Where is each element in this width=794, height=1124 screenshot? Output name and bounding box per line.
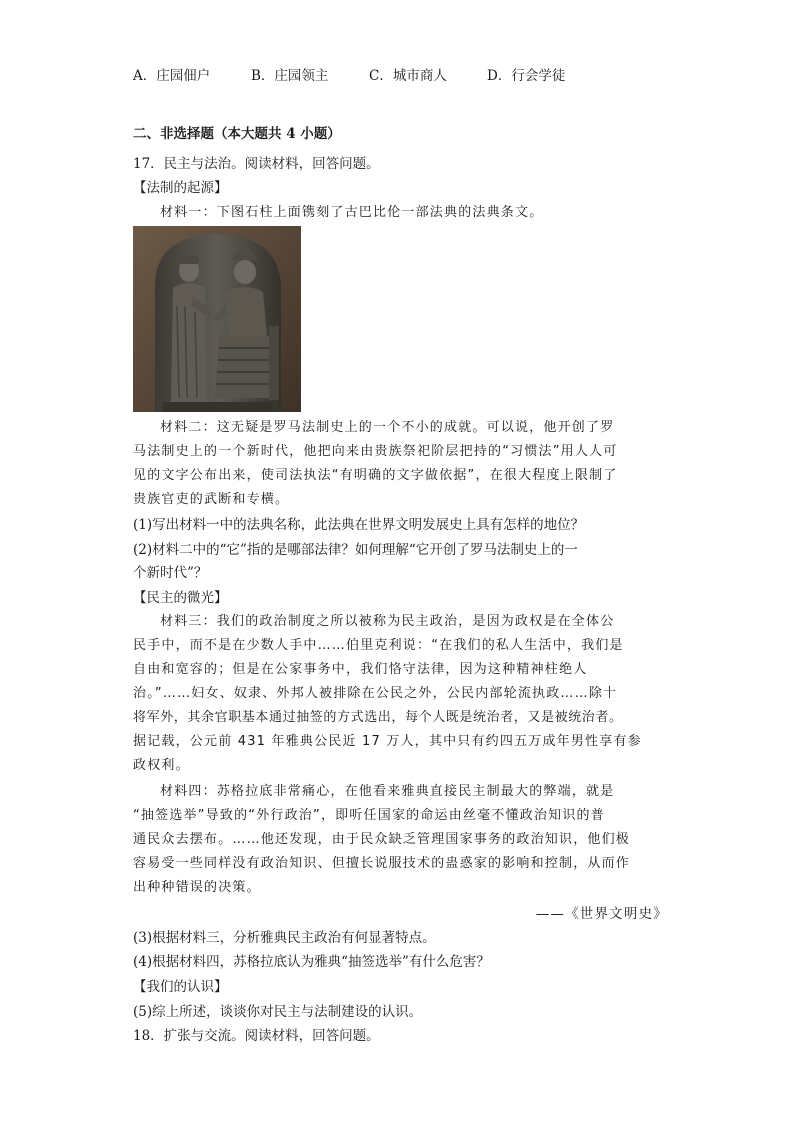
question-17-5: (5)综上所述，谈谈你对民主与法制建设的认识。 [133, 1004, 423, 1020]
material-3-line-2: 民手中，而不是在少数人手中……伯里克利说：“在我们的私人生活中，我们是 [133, 638, 624, 653]
material-4-line-3: 通民众去摆布。……他还发现，由于民众缺乏管理国家事务的政治知识，他们极 [133, 832, 631, 847]
answer-options [133, 66, 565, 86]
material-3-line-7: 政权利。 [133, 758, 190, 773]
material-3-line-6: 据记载，公元前 431 年雅典公民近 17 万人，其中只有约四五万成年男性享有参 [133, 734, 642, 749]
material-4-line-4: 容易受一些同样没有政治知识、但擅长说服技术的蛊惑家的影响和控制，从而作 [133, 856, 631, 871]
material-3-line-5: 将军外，其余官职基本通过抽签的方式选出，每个人既是统治者，又是被统治者。 [133, 710, 623, 725]
option-a: A．庄园佃户 [133, 68, 211, 84]
material-3-line-3: 自由和宽容的；但是在公家事务中，我们恪守法律，因为这种精神柱绝人 [133, 662, 588, 677]
option-d: D．行会学徒 [487, 68, 566, 84]
material-4-line-1: 材料四：苏格拉底非常痛心，在他看来雅典直接民主制最大的弊端，就是 [160, 784, 615, 799]
heading-democracy: 【民主的微光】 [133, 590, 228, 606]
material-4-line-2: “抽签选举”导致的“外行政治”，即听任国家的命运由丝毫不懂政治知识的普 [133, 808, 605, 823]
heading-our-understanding: 【我们的认识】 [133, 979, 228, 995]
material-3-line-4: 治。”……妇女、奴隶、外邦人被排除在公民之外，公民内部轮流执政……除十 [133, 686, 618, 701]
hammurabi-stele-image [133, 226, 301, 412]
option-b: B．庄园领主 [251, 68, 329, 84]
material-1: 材料一：下图石柱上面镌刻了古巴比伦一部法典的法典条文。 [160, 205, 544, 220]
material-3-line-1: 材料三：我们的政治制度之所以被称为民主政治，是因为政权是在全体公 [160, 614, 615, 629]
option-c: C．城市商人 [369, 68, 447, 84]
question-17-3: (3)根据材料三，分析雅典民主政治有何显著特点。 [133, 930, 436, 946]
question-17-4: (4)根据材料四，苏格拉底认为雅典“抽签选举”有什么危害？ [133, 954, 490, 970]
question-17-1: (1)写出材料一中的法典名称，此法典在世界文明发展史上具有怎样的地位？ [133, 517, 585, 533]
material-2-line-2: 马法制史上的一个新时代，他把向来由贵族祭祀阶层把持的“习惯法”用人人可 [133, 444, 618, 459]
material-2-line-4: 贵族官吏的武断和专横。 [133, 492, 290, 507]
heading-origin-of-law: 【法制的起源】 [133, 180, 228, 196]
material-4-line-5: 出种种错误的决策。 [133, 880, 261, 895]
source-citation: ——《世界文明史》 [535, 906, 668, 922]
question-17-2-line-2: 个新时代”？ [133, 565, 208, 581]
material-2-line-1: 材料二：这无疑是罗马法制史上的一个不小的成就。可以说，他开创了罗 [160, 420, 615, 435]
question-17-stem: 17．民主与法治。阅读材料，回答问题。 [133, 156, 380, 172]
question-18-stem: 18．扩张与交流。阅读材料，回答问题。 [133, 1028, 380, 1044]
section-title: 二、非选择题（本大题共 4 小题） [133, 126, 341, 142]
question-17-2-line-1: (2)材料二中的“它”指的是哪部法律？如何理解“它开创了罗马法制史上的一 [133, 542, 578, 558]
material-2-line-3: 见的文字公布出来，使司法执法“有明确的文字做依据”，在很大程度上限制了 [133, 468, 618, 483]
